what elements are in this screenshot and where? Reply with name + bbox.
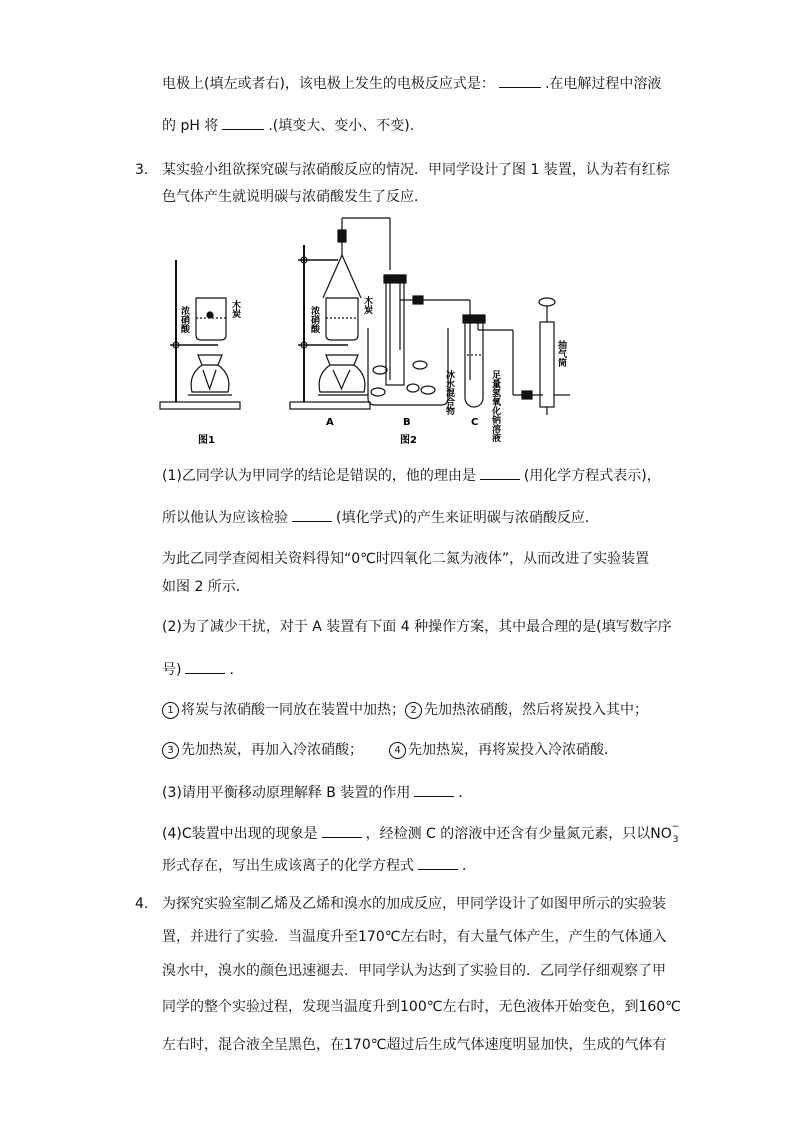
text: 号)	[162, 662, 182, 678]
text: .(填变大、变小、不变).	[268, 118, 415, 134]
subquestion-2: (2)为了减少干扰，对于 A 装置有下面 4 种操作方案，其中最合理的是(填写数字序	[162, 619, 672, 635]
answer-blank[interactable]	[292, 507, 332, 522]
option-1-marker: 1	[162, 702, 179, 719]
continuation-line-1	[162, 73, 661, 94]
question-intro: 色气体产生就说明碳与浓硝酸发生了反应．	[162, 189, 428, 205]
text: (1)乙同学认为甲同学的结论是错误的，他的理由是	[162, 468, 476, 484]
text: 所以他认为应该检验	[162, 510, 288, 526]
naoh-label: 足量氢氧化钠溶液	[490, 370, 500, 442]
option-4: 先加热炭，再将炭投入冷浓硝酸．	[408, 742, 618, 758]
fig1-apparatus	[160, 260, 240, 409]
options-row-1	[162, 700, 648, 720]
question-text: 置，并进行了实验．当温度升至170℃左右时，有大量气体产生，产生的气体通入	[162, 929, 667, 945]
subquestion-2-cont	[162, 659, 243, 680]
text: 形式存在，写出生成该离子的化学方程式	[162, 858, 414, 874]
fig2-part-C	[463, 300, 543, 407]
fig2-charcoal-label: 木炭	[362, 296, 372, 314]
text: (3)请用平衡移动原理解释 B 装置的作用	[162, 785, 411, 801]
question-text: 同学的整个实验过程，发现当温度升到100℃左右时，无色液体开始变色，到160℃	[162, 999, 681, 1015]
fig2-label: 图2	[400, 435, 417, 446]
options-row-2	[162, 740, 618, 760]
option-2: 先加热浓硝酸，然后将炭投入其中；	[424, 702, 648, 718]
label-A: A	[326, 417, 334, 428]
ice-water-label: 冰水混合物	[444, 370, 454, 415]
question-number: 4.	[135, 896, 149, 912]
answer-blank[interactable]	[499, 73, 541, 88]
text: ，经检测 C 的溶液中还含有少量氮元素，只以NO	[365, 826, 672, 842]
option-3: 先加热炭，再加入冷浓硝酸；	[181, 742, 363, 758]
option-1: 将炭与浓硝酸一同放在装置中加热；	[181, 702, 405, 718]
fig1-acid-label: 浓硝酸	[179, 306, 189, 333]
subquestion-4-cont	[162, 855, 476, 876]
fig1-label: 图1	[198, 435, 215, 446]
label-B: B	[403, 417, 411, 428]
text: (用化学方程式表示)，	[523, 468, 661, 484]
text: ．	[229, 662, 244, 678]
question-number: 3.	[135, 162, 149, 178]
question-intro: 某实验小组欲探究碳与浓硝酸反应的情况．甲同学设计了图 1 装置，认为若有红棕	[162, 162, 670, 178]
nitrate-charge: − 3	[671, 822, 680, 845]
text: (填化学式)的产生来证明碳与浓硝酸反应．	[336, 510, 599, 526]
text: 电极上(填左或者右)，该电极上发生的电极反应式是：	[162, 76, 495, 92]
answer-blank[interactable]	[322, 823, 362, 838]
answer-blank[interactable]	[222, 115, 264, 130]
text: ．	[458, 785, 473, 801]
answer-blank[interactable]	[418, 855, 458, 870]
fig1-charcoal-label: 木炭	[230, 300, 240, 318]
continuation-line-2	[162, 115, 414, 136]
text: ．	[462, 858, 476, 874]
text: 的 pH 将	[162, 118, 219, 134]
subquestion-3	[162, 782, 472, 803]
label-C: C	[471, 417, 479, 428]
answer-blank[interactable]	[185, 659, 225, 674]
question-text: 溴水中，溴水的颜色迅速褪去．甲同学认为达到了实验目的．乙同学仔细观察了甲	[162, 963, 666, 979]
subquestion-1-cont	[162, 507, 599, 528]
answer-blank[interactable]	[480, 465, 520, 480]
question-text: 为探究实验室制乙烯及乙烯和溴水的加成反应，甲同学设计了如图甲所示的实验装	[162, 896, 666, 912]
apparatus-figure	[158, 230, 648, 450]
fig2-part-A	[290, 218, 390, 409]
fig2-part-B	[368, 275, 470, 405]
option-2-marker: 2	[405, 702, 422, 719]
paragraph: 为此乙同学查阅相关资料得知“0℃时四氧化二氮为液体”，从而改进了实验装置	[162, 551, 650, 567]
subquestion-4	[162, 823, 682, 844]
pump-label: 抽气筒	[556, 340, 566, 367]
paragraph: 如图 2 所示．	[162, 579, 250, 595]
text: (4)C装置中出现的现象是	[162, 826, 318, 842]
option-4-marker: 4	[389, 742, 406, 759]
text: .在电解过程中溶液	[544, 76, 662, 92]
answer-blank[interactable]	[414, 782, 454, 797]
fig2-acid-label: 浓硝酸	[309, 306, 319, 333]
subquestion-1	[162, 465, 661, 486]
question-text: 左右时，混合液全呈黑色，在170℃超过后生成气体速度明显加快，生成的气体有	[162, 1037, 667, 1053]
option-3-marker: 3	[162, 742, 179, 759]
